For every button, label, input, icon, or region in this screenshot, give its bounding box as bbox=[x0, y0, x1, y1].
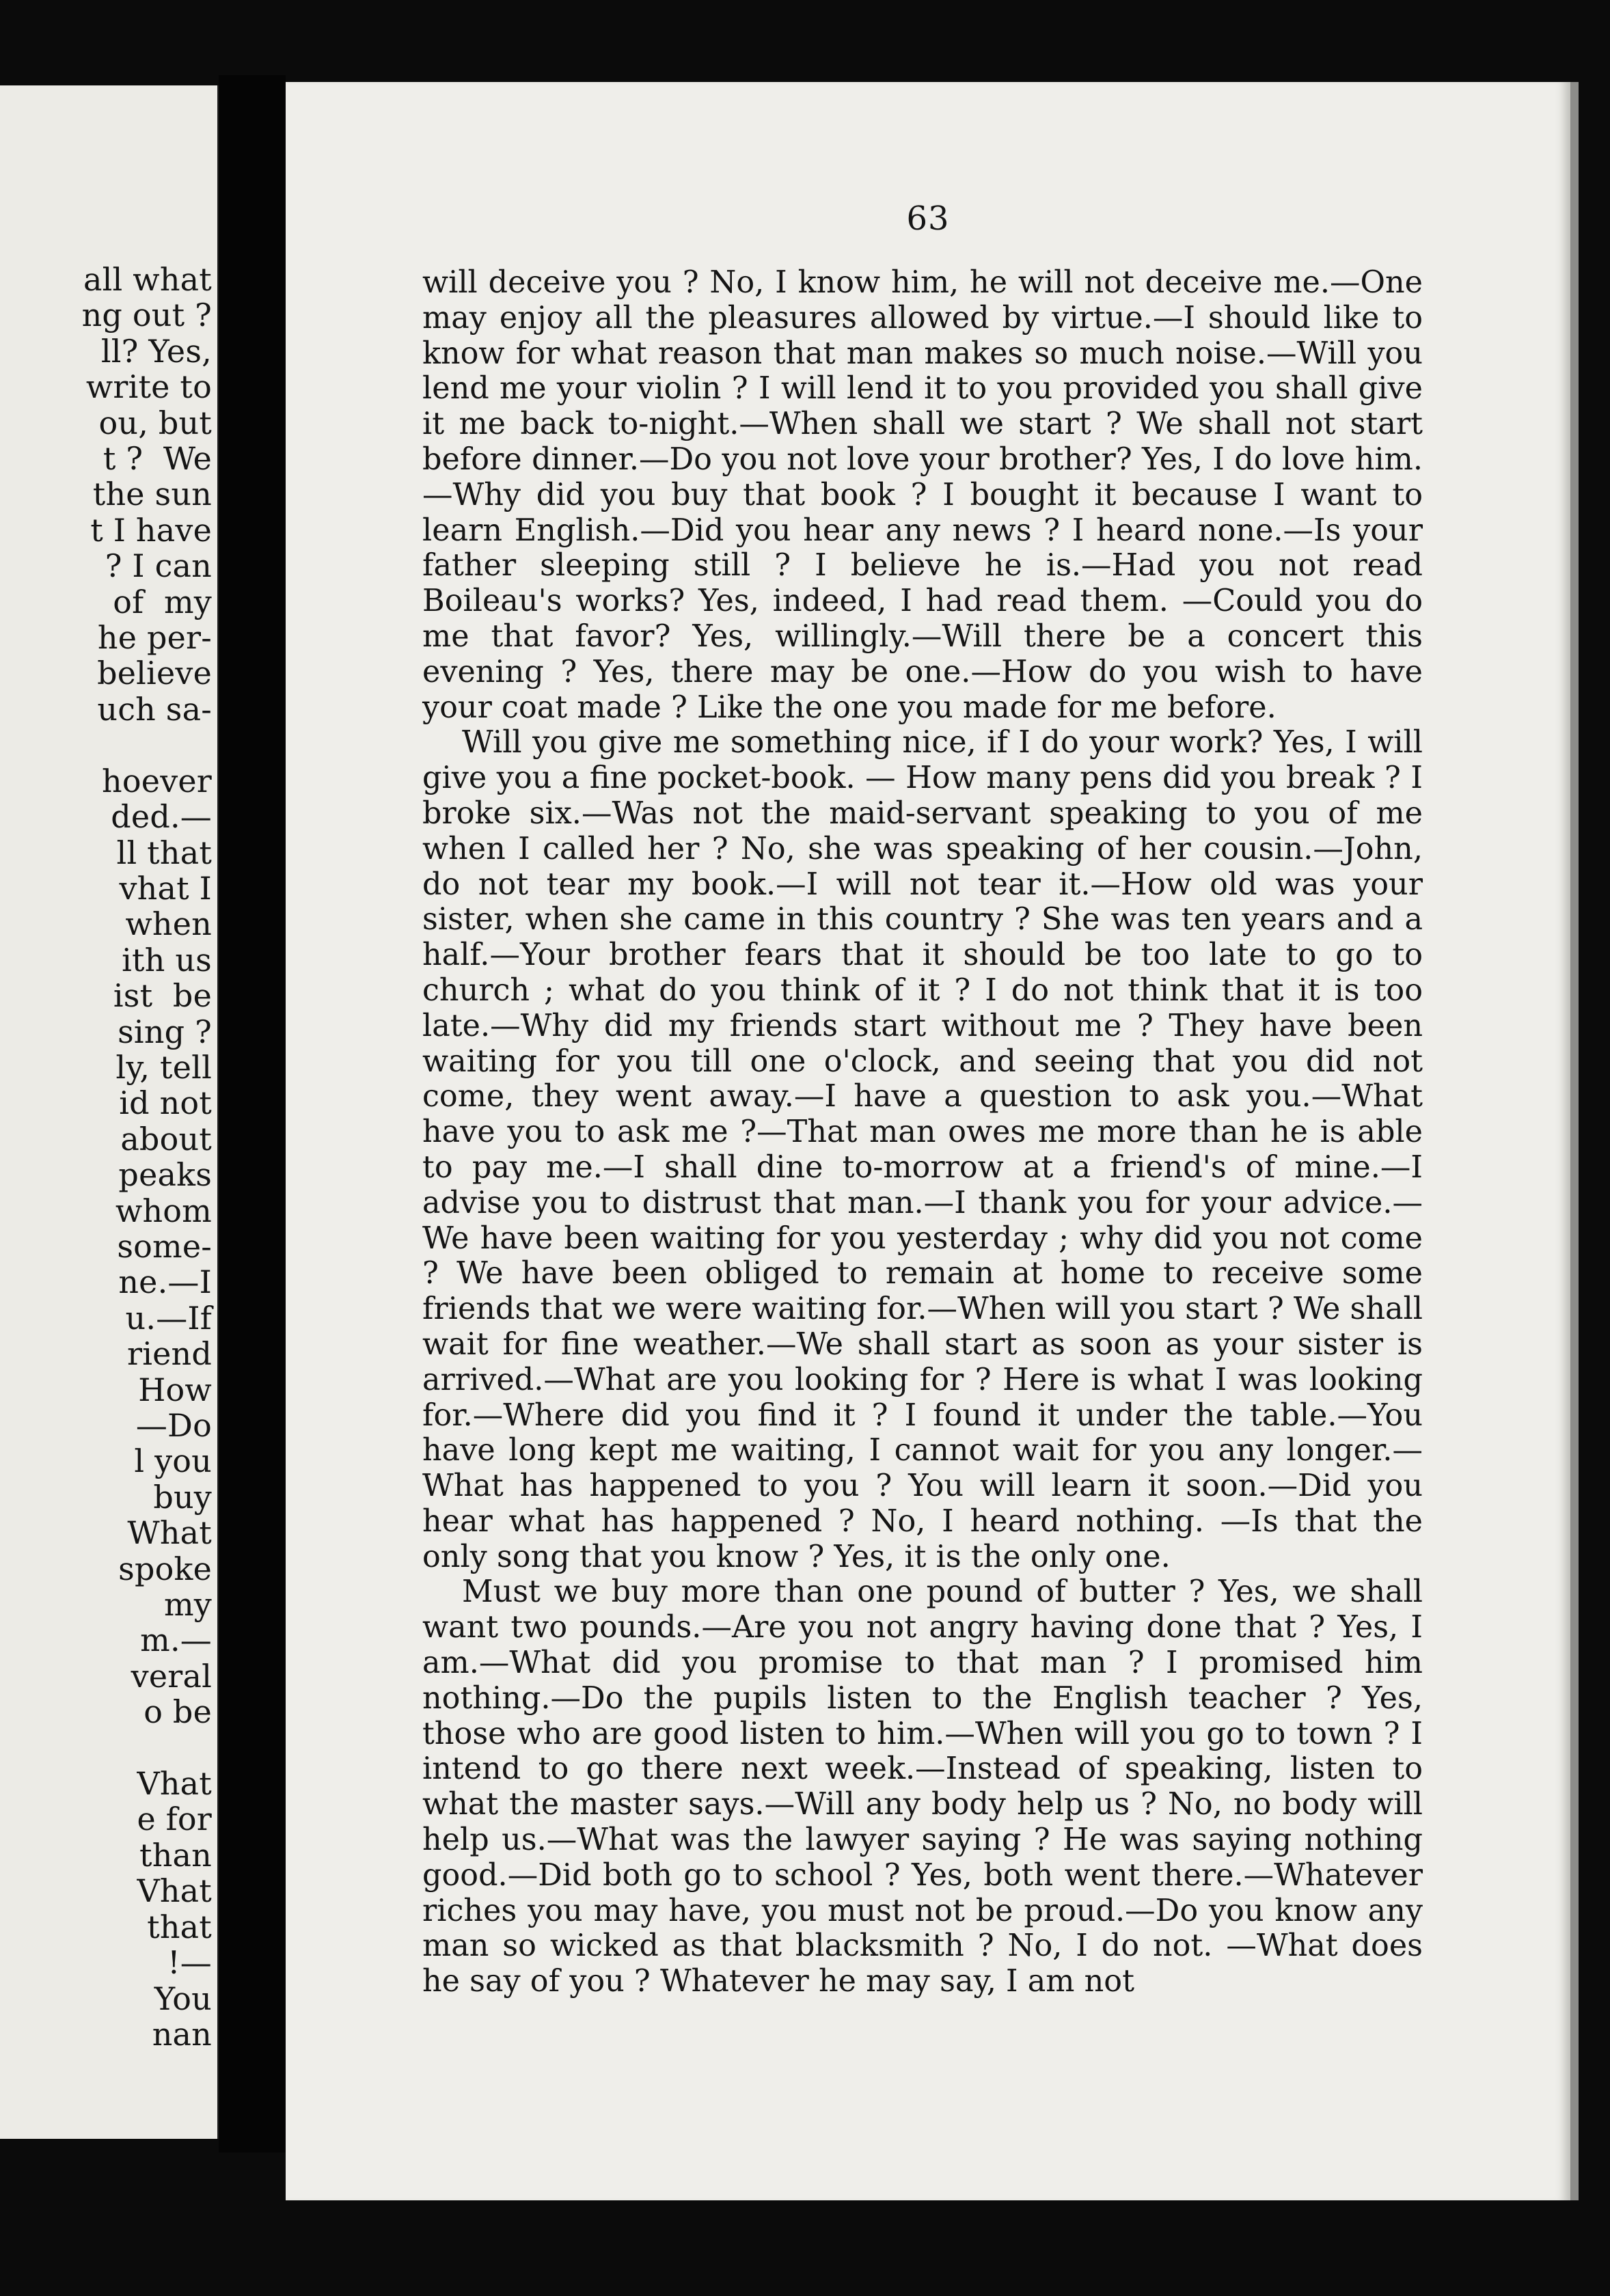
page-number: 63 bbox=[906, 200, 950, 238]
paragraph-3: Must we buy more than one pound of butter ? Yes, we shall want two pounds.—Are you not angry having done that ? Yes, I am.—What did you promise to that man ? I promised him nothing.—Do the pupils listen to the English teacher ? Yes, those who are good listen to him.—When will you go to town ? I intend to go there next week.—Instead of speaking, listen to what the master says.—Will any body help us ? No, no body will help us.—What was the lawyer saying ? He was saying nothing good.—Did both go to school ? Yes, both went there.—Whatever riches you may have, you must not be proud.—Do you know any man so wicked as that blacksmith ? No, I do not. —What does he say of you ? Whatever he may say, I am not bbox=[422, 1574, 1423, 1999]
left-page-text-fragments: all what ng out ? ll? Yes, write to ou, but t ? We the sun t I have ? I can of my he per- believe uch sa- hoever ded.— ll that vhat I when ith us ist be sing ? ly, tell id not about peaks whom some- ne.—I u.—If riend How —Do l you buy What spoke my m.— veral o be Vhat e for than Vhat that !— You nan bbox=[81, 261, 212, 2053]
left-page bbox=[0, 85, 219, 2139]
right-page bbox=[286, 82, 1579, 2200]
book-gutter bbox=[219, 75, 286, 2152]
page-body-text bbox=[422, 265, 1423, 1999]
paragraph-1: will deceive you ? No, I know him, he will not deceive me.—One may enjoy all the pleasures allowed by virtue.—I should like to know for what reason that man makes so much noise.—Will you lend me your violin ? I will lend it to you provided you shall give it me back to-night.—When shall we start ? We shall not start before dinner.—Do you not love your brother? Yes, I do love him.—Why did you buy that book ? I bought it because I want to learn English.—Did you hear any news ? I heard none.—Is your father sleeping still ? I believe he is.—Had you not read Boileau's works? Yes, indeed, I had read them. —Could you do me that favor? Yes, willingly.—Will there be a concert this evening ? Yes, there may be one.—How do you wish to have your coat made ? Like the one you made for me before. bbox=[422, 265, 1423, 725]
paragraph-2: Will you give me something nice, if I do your work? Yes, I will give you a fine pocket-book. — How many pens did you break ? I broke six.—Was not the maid-servant speaking to you of me when I called her ? No, she was speaking of her cousin.—John, do not tear my book.—I will not tear it.—How old was your sister, when she came in this country ? She was ten years and a half.—Your brother fears that it should be too late to go to church ; what do you think of it ? I do not think that it is too late.—Why did my friends start without me ? They have been waiting for you till one o'clock, and seeing that you did not come, they went away.—I have a question to ask you.—What have you to ask me ?—That man owes me more than he is able to pay me.—I shall dine to-morrow at a friend's of mine.—I advise you to distrust that man.—I thank you for your advice.—We have been waiting for you yesterday ; why did you not come ? We have been obliged to remain at home to receive some friends that we were waiting for.—When will you start ? We shall wait for fine weather.—We shall start as soon as your sister is arrived.—What are you looking for ? Here is what I was looking for.—Where did you find it ? I found it under the table.—You have long kept me waiting, I cannot wait for you any longer.—What has happened to you ? You will learn it soon.—Did you hear what has happened ? No, I heard nothing. —Is that the only song that you know ? Yes, it is the only one. bbox=[422, 725, 1423, 1574]
